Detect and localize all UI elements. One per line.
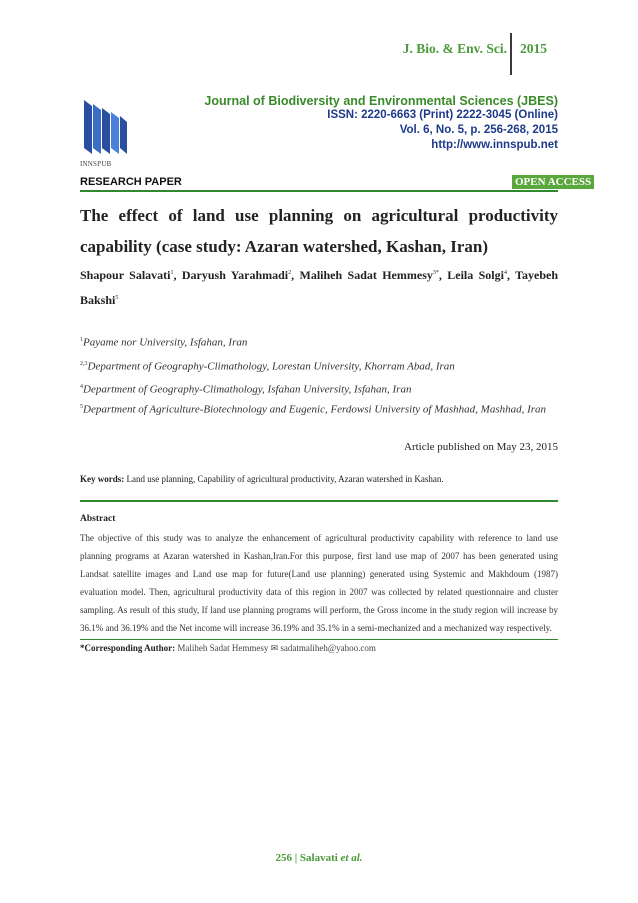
author-name: Shapour Salavati [80, 268, 171, 282]
abstract-heading: Abstract [80, 514, 116, 524]
affiliation-sup: 4 [80, 384, 83, 390]
affiliation-text: Department of Agriculture-Biotechnology and Eugenic, Ferdowsi University of Mashhad, Mashhad, Iran [83, 403, 547, 416]
footer-author: Salavati [299, 852, 338, 864]
paper-type: RESEARCH PAPER [80, 176, 182, 188]
affiliation [80, 331, 558, 353]
footer-etal: et al. [337, 852, 363, 864]
journal-issn: ISSN: 2220-6663 (Print) 2222-3045 (Online) [327, 109, 558, 121]
author-name: Maliheh Sadat Hemmesy [299, 268, 433, 282]
author-sep: , [173, 268, 182, 282]
affiliation-sup: 2,3 [80, 361, 88, 367]
keywords-label: Key words: [80, 474, 125, 484]
abstract-text: The objective of this study was to analyze the enhancement of agricultural productivity capability with reference to land use planning programs at Azaran watershed in Kashan,Iran.For this purpose, first land use map of 2007 has been generated using Landsat satellite images and Land use map for future(Land use planning) generated using Systemic and Makhdoum (1987) evaluation model. Then, agricultural productivity data of this region in 2007 was collected by related questionnaire and cluster sampling. As result of this study, If land use planning programs will perform, the Gross income in the study region will increase by 36.1% and 36.19% and the Net income will increase 36.19% and 35.1% in a semi-mechanized and a mechanized way respectively. [80, 533, 558, 633]
header-divider [510, 33, 512, 75]
author-list [80, 262, 558, 312]
affiliation-text: Department of Geography-Climathology, Isfahan University, Isfahan, Iran [83, 383, 412, 396]
journal-title: Journal of Biodiversity and Environmental Sciences (JBES) [204, 94, 558, 108]
abstract-rule [80, 639, 558, 640]
affiliation-sup: 1 [80, 337, 83, 343]
header-rule [80, 190, 558, 192]
author-name: Leila Solgi [447, 268, 504, 282]
affiliation-sup: 5 [80, 404, 83, 410]
affiliation-text: Department of Geography-Climathology, Lorestan University, Khorram Abad, Iran [87, 360, 455, 373]
corresponding-name: Maliheh Sadat Hemmesy [177, 643, 269, 653]
footer-sep: | [291, 852, 300, 864]
corresponding-author [80, 643, 376, 654]
author-sep: , [438, 268, 448, 282]
affiliation [80, 398, 558, 420]
author-sup: 3* [432, 270, 439, 276]
affiliation [80, 355, 558, 377]
author-sup: 4 [503, 270, 507, 276]
open-access-badge: OPEN ACCESS [512, 175, 594, 189]
journal-info [204, 94, 558, 153]
header-year: 2015 [520, 41, 547, 56]
keywords-text: Land use planning, Capability of agricultural productivity, Azaran watershed in Kashan. [126, 474, 444, 484]
page-footer [0, 852, 638, 864]
author-sep: , [506, 268, 516, 282]
journal-url[interactable]: http://www.innspub.net [431, 139, 558, 151]
corresponding-email[interactable]: sadatmaliheh@yahoo.com [280, 643, 376, 653]
header-journal-short: J. Bio. & Env. Sci. [402, 41, 507, 56]
logo-text: INNSPUB [80, 160, 112, 168]
page-number: 256 [275, 852, 292, 864]
author-sup: 5 [115, 295, 119, 301]
affiliation-text: Payame nor University, Isfahan, Iran [83, 336, 248, 349]
author-sup: 1 [170, 270, 174, 276]
published-date: Article published on May 23, 2015 [404, 441, 558, 453]
envelope-icon: ✉ [270, 643, 279, 653]
author-sup: 2 [288, 270, 292, 276]
paper-title: The effect of land use planning on agricultural productivity capability (case study: Azaran watershed, Kashan, Iran) [80, 206, 558, 256]
author-name: Daryush Yarahmadi [181, 268, 289, 282]
author-sep: , [291, 268, 300, 282]
author-name: Tayebeh Bakshi [80, 268, 559, 307]
innspub-logo-icon [82, 96, 128, 158]
affiliation [80, 378, 558, 400]
journal-volume: Vol. 6, No. 5, p. 256-268, 2015 [399, 124, 558, 136]
keywords-rule [80, 500, 558, 502]
corresponding-label: *Corresponding Author: [80, 643, 176, 653]
keywords [80, 474, 558, 484]
